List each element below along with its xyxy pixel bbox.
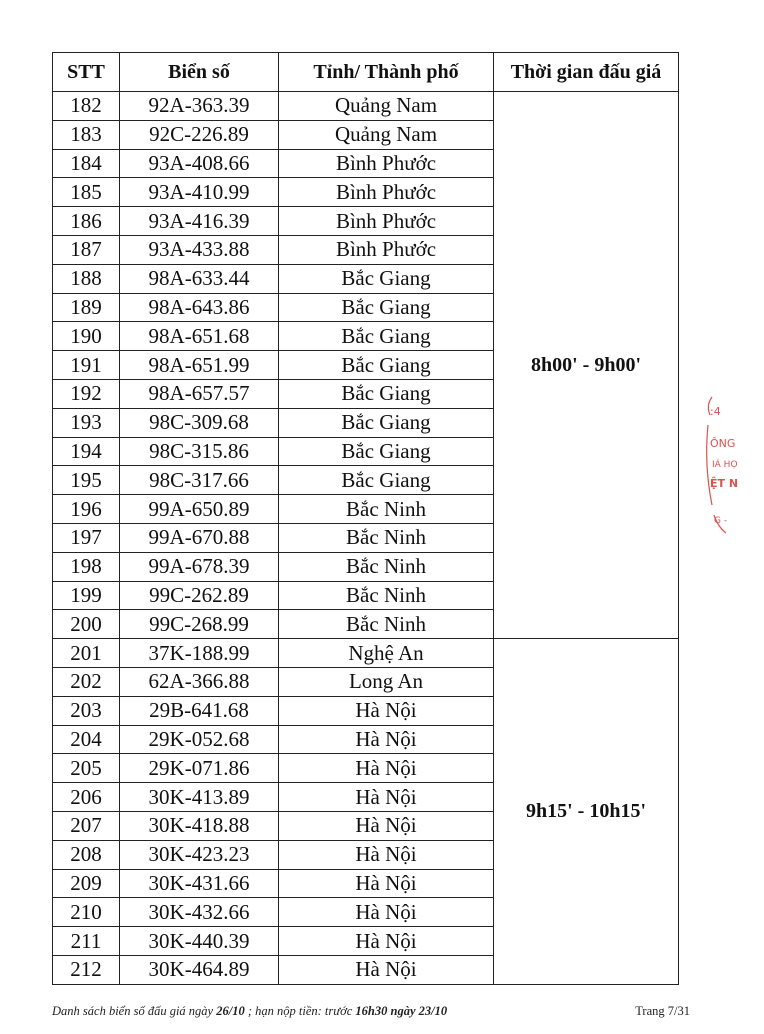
- row-plate: 98C-317.66: [120, 466, 279, 495]
- row-province: Bắc Giang: [279, 351, 494, 380]
- row-stt: 200: [53, 610, 120, 639]
- row-province: Hà Nội: [279, 754, 494, 783]
- row-province: Bắc Giang: [279, 466, 494, 495]
- table-row: [53, 92, 679, 121]
- row-province: Bắc Ninh: [279, 523, 494, 552]
- row-plate: 62A-366.88: [120, 667, 279, 696]
- row-plate: 30K-413.89: [120, 783, 279, 812]
- row-province: Bắc Ninh: [279, 610, 494, 639]
- row-stt: 199: [53, 581, 120, 610]
- row-province: Hà Nội: [279, 783, 494, 812]
- row-plate: 98C-309.68: [120, 408, 279, 437]
- row-plate: 99A-670.88: [120, 523, 279, 552]
- row-stt: 204: [53, 725, 120, 754]
- row-plate: 30K-464.89: [120, 955, 279, 984]
- row-plate: 98A-643.86: [120, 293, 279, 322]
- auction-time-slot: 8h00' - 9h00': [494, 92, 679, 639]
- row-province: Bắc Giang: [279, 264, 494, 293]
- footer-deadline: 16h30 ngày 23/10: [355, 1004, 448, 1018]
- row-plate: 29B-641.68: [120, 696, 279, 725]
- stamp-fragment: :4: [710, 405, 721, 418]
- row-province: Bình Phước: [279, 149, 494, 178]
- row-plate: 98A-657.57: [120, 379, 279, 408]
- table-header-row: [53, 53, 679, 92]
- header-province: Tỉnh/ Thành phố: [279, 53, 494, 92]
- row-province: Hà Nội: [279, 898, 494, 927]
- row-plate: 99A-650.89: [120, 495, 279, 524]
- row-plate: 98A-651.99: [120, 351, 279, 380]
- row-province: Nghệ An: [279, 639, 494, 668]
- row-province: Hà Nội: [279, 955, 494, 984]
- row-province: Quảng Nam: [279, 120, 494, 149]
- row-stt: 183: [53, 120, 120, 149]
- row-plate: 98C-315.86: [120, 437, 279, 466]
- row-province: Bắc Ninh: [279, 495, 494, 524]
- row-stt: 188: [53, 264, 120, 293]
- row-plate: 92C-226.89: [120, 120, 279, 149]
- row-stt: 205: [53, 754, 120, 783]
- row-stt: 198: [53, 552, 120, 581]
- table-body: [53, 92, 679, 985]
- row-province: Bắc Giang: [279, 293, 494, 322]
- row-stt: 186: [53, 207, 120, 236]
- row-plate: 93A-433.88: [120, 235, 279, 264]
- row-plate: 93A-408.66: [120, 149, 279, 178]
- header-plate: Biển số: [120, 53, 279, 92]
- stamp-fragment: IÁ HỌ: [712, 460, 738, 470]
- row-stt: 189: [53, 293, 120, 322]
- row-province: Bắc Giang: [279, 322, 494, 351]
- row-stt: 182: [53, 92, 120, 121]
- page-number: Trang 7/31: [635, 1004, 690, 1018]
- row-plate: 30K-423.23: [120, 840, 279, 869]
- row-plate: 29K-052.68: [120, 725, 279, 754]
- row-province: Hà Nội: [279, 696, 494, 725]
- row-plate: 92A-363.39: [120, 92, 279, 121]
- row-province: Bắc Giang: [279, 379, 494, 408]
- row-stt: 194: [53, 437, 120, 466]
- row-stt: 197: [53, 523, 120, 552]
- row-stt: 206: [53, 783, 120, 812]
- row-stt: 193: [53, 408, 120, 437]
- row-stt: 190: [53, 322, 120, 351]
- row-province: Hà Nội: [279, 840, 494, 869]
- stamp-graphic: [704, 395, 764, 540]
- row-plate: 29K-071.86: [120, 754, 279, 783]
- row-province: Long An: [279, 667, 494, 696]
- stamp-fragment: ÔNG: [710, 437, 736, 450]
- footer-text-2: ; hạn nộp tiền: trước: [244, 1004, 356, 1018]
- row-stt: 201: [53, 639, 120, 668]
- stamp-fragment: ỆT N: [710, 477, 739, 490]
- row-plate: 30K-431.66: [120, 869, 279, 898]
- row-stt: 211: [53, 927, 120, 956]
- row-plate: 98A-651.68: [120, 322, 279, 351]
- row-province: Bình Phước: [279, 178, 494, 207]
- stamp-fragment: G -: [714, 516, 728, 526]
- plates-table: [52, 52, 679, 985]
- row-plate: 30K-418.88: [120, 811, 279, 840]
- auction-time-slot: 9h15' - 10h15': [494, 639, 679, 985]
- row-plate: 93A-410.99: [120, 178, 279, 207]
- row-stt: 192: [53, 379, 120, 408]
- footer-note: [52, 1004, 447, 1019]
- row-stt: 196: [53, 495, 120, 524]
- row-plate: 99A-678.39: [120, 552, 279, 581]
- row-province: Bình Phước: [279, 207, 494, 236]
- row-stt: 195: [53, 466, 120, 495]
- row-stt: 208: [53, 840, 120, 869]
- row-province: Hà Nội: [279, 927, 494, 956]
- row-province: Bình Phước: [279, 235, 494, 264]
- row-plate: 99C-262.89: [120, 581, 279, 610]
- table-row: [53, 639, 679, 668]
- row-province: Bắc Ninh: [279, 581, 494, 610]
- row-province: Quảng Nam: [279, 92, 494, 121]
- row-province: Bắc Ninh: [279, 552, 494, 581]
- row-province: Bắc Giang: [279, 408, 494, 437]
- row-province: Bắc Giang: [279, 437, 494, 466]
- row-plate: 30K-432.66: [120, 898, 279, 927]
- red-stamp: [704, 395, 739, 540]
- row-plate: 99C-268.99: [120, 610, 279, 639]
- row-plate: 93A-416.39: [120, 207, 279, 236]
- footer-text-1: Danh sách biển số đấu giá ngày: [52, 1004, 217, 1018]
- row-province: Hà Nội: [279, 811, 494, 840]
- row-province: Hà Nội: [279, 725, 494, 754]
- footer-date: 26/10: [216, 1004, 245, 1018]
- row-plate: 37K-188.99: [120, 639, 279, 668]
- row-stt: 187: [53, 235, 120, 264]
- row-plate: 30K-440.39: [120, 927, 279, 956]
- row-province: Hà Nội: [279, 869, 494, 898]
- row-stt: 185: [53, 178, 120, 207]
- row-plate: 98A-633.44: [120, 264, 279, 293]
- row-stt: 191: [53, 351, 120, 380]
- header-auction-time: Thời gian đấu giá: [494, 53, 679, 92]
- row-stt: 203: [53, 696, 120, 725]
- header-stt: STT: [53, 53, 120, 92]
- row-stt: 209: [53, 869, 120, 898]
- row-stt: 202: [53, 667, 120, 696]
- row-stt: 210: [53, 898, 120, 927]
- row-stt: 207: [53, 811, 120, 840]
- row-stt: 184: [53, 149, 120, 178]
- row-stt: 212: [53, 955, 120, 984]
